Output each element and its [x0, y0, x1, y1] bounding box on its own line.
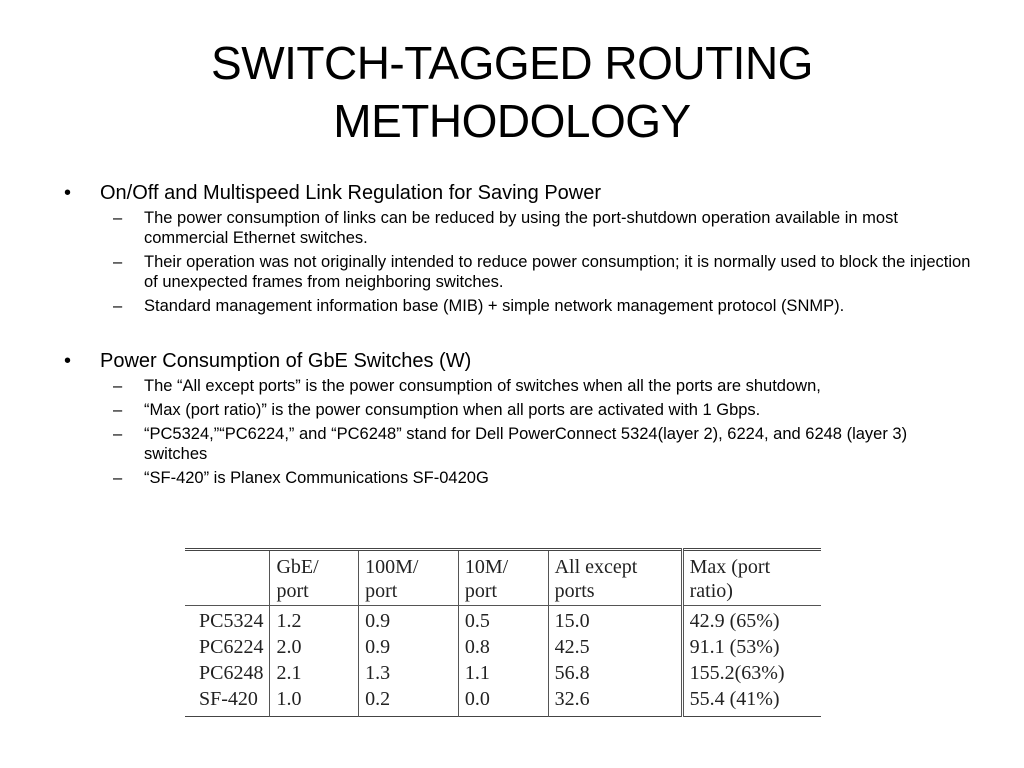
dash-icon: – — [113, 209, 123, 227]
sub-bullet-item — [64, 424, 974, 464]
table-row — [185, 634, 821, 660]
table-cell: PC6224 — [199, 636, 264, 658]
sub-bullet-text: “SF-420” is Planex Communications SF-0420G — [144, 469, 489, 487]
table-cell: 1.2 — [270, 606, 359, 635]
sub-bullet-item — [64, 468, 974, 488]
bullet-text: Power Consumption of GbE Switches (W) — [100, 350, 472, 372]
table-cell: 1.3 — [359, 660, 459, 686]
slide-body — [64, 180, 974, 492]
dash-icon: – — [113, 297, 123, 315]
table-header-cell: 100M/ port — [359, 550, 459, 606]
bullet-icon: • — [64, 182, 72, 204]
table-cell: 0.2 — [359, 686, 459, 717]
table-header-cell: 10M/ port — [458, 550, 548, 606]
bullet-item — [64, 348, 974, 374]
table-header-row — [185, 550, 821, 606]
table-cell: PC5324 — [199, 610, 264, 632]
table-cell: 42.5 — [548, 634, 682, 660]
dash-icon: – — [113, 377, 123, 395]
table-cell: 1.1 — [458, 660, 548, 686]
sub-bullet-item — [64, 296, 974, 316]
slide-title-line-1: SWITCH-TAGGED ROUTING — [211, 37, 813, 89]
table-row — [185, 660, 821, 686]
table-cell: 0.8 — [458, 634, 548, 660]
table-header-cell: GbE/ port — [270, 550, 359, 606]
table-header-cell — [185, 550, 270, 606]
table-cell: 15.0 — [548, 606, 682, 635]
slide-title — [0, 34, 1024, 150]
table-header-cell: All except ports — [548, 550, 682, 606]
table-cell: SF-420 — [199, 688, 258, 710]
table-cell: 42.9 (65%) — [682, 606, 821, 635]
sub-bullet-list — [64, 208, 974, 316]
table-cell: 2.0 — [270, 634, 359, 660]
power-consumption-table — [185, 548, 821, 717]
dash-icon: – — [113, 401, 123, 419]
sub-bullet-item — [64, 252, 974, 292]
sub-bullet-item — [64, 208, 974, 248]
table-cell: 56.8 — [548, 660, 682, 686]
sub-bullet-text: “Max (port ratio)” is the power consumption when all ports are activated with 1 Gbps. — [144, 401, 761, 419]
power-consumption-table-wrapper — [185, 548, 821, 717]
sub-bullet-item — [64, 376, 974, 396]
sub-bullet-text: Standard management information base (MIB) + simple network management protocol (SNMP). — [144, 297, 845, 315]
sub-bullet-text: The power consumption of links can be reduced by using the port-shutdown operation available in most commercial Ethernet switches. — [144, 209, 898, 247]
table-cell: 155.2(63%) — [682, 660, 821, 686]
table-cell: 0.0 — [458, 686, 548, 717]
sub-bullet-text: Their operation was not originally intended to reduce power consumption; it is normally used to block the injection of unexpected frames from neighboring switches. — [144, 253, 971, 291]
table-cell: 2.1 — [270, 660, 359, 686]
table-header-cell: Max (port ratio) — [682, 550, 821, 606]
table-cell: 55.4 (41%) — [682, 686, 821, 717]
table-cell: 0.9 — [359, 634, 459, 660]
table-row — [185, 606, 821, 635]
slide-title-line-2: METHODOLOGY — [333, 95, 691, 147]
table-cell: 0.5 — [458, 606, 548, 635]
bullet-icon: • — [64, 350, 72, 372]
sub-bullet-item — [64, 400, 974, 420]
dash-icon: – — [113, 469, 123, 487]
dash-icon: – — [113, 253, 123, 271]
sub-bullet-text: The “All except ports” is the power consumption of switches when all the ports are shutdown, — [144, 377, 821, 395]
table-cell: 32.6 — [548, 686, 682, 717]
table-cell: 91.1 (53%) — [682, 634, 821, 660]
table-cell: PC6248 — [199, 662, 264, 684]
table-row — [185, 686, 821, 717]
table-cell: 0.9 — [359, 606, 459, 635]
bullet-text: On/Off and Multispeed Link Regulation for Saving Power — [100, 182, 602, 204]
sub-bullet-text: “PC5324,”“PC6224,” and “PC6248” stand for Dell PowerConnect 5324(layer 2), 6224, and 6248 (layer 3) switches — [144, 425, 908, 463]
bullet-item — [64, 180, 974, 206]
dash-icon: – — [113, 425, 123, 443]
sub-bullet-list — [64, 376, 974, 488]
table-cell: 1.0 — [270, 686, 359, 717]
